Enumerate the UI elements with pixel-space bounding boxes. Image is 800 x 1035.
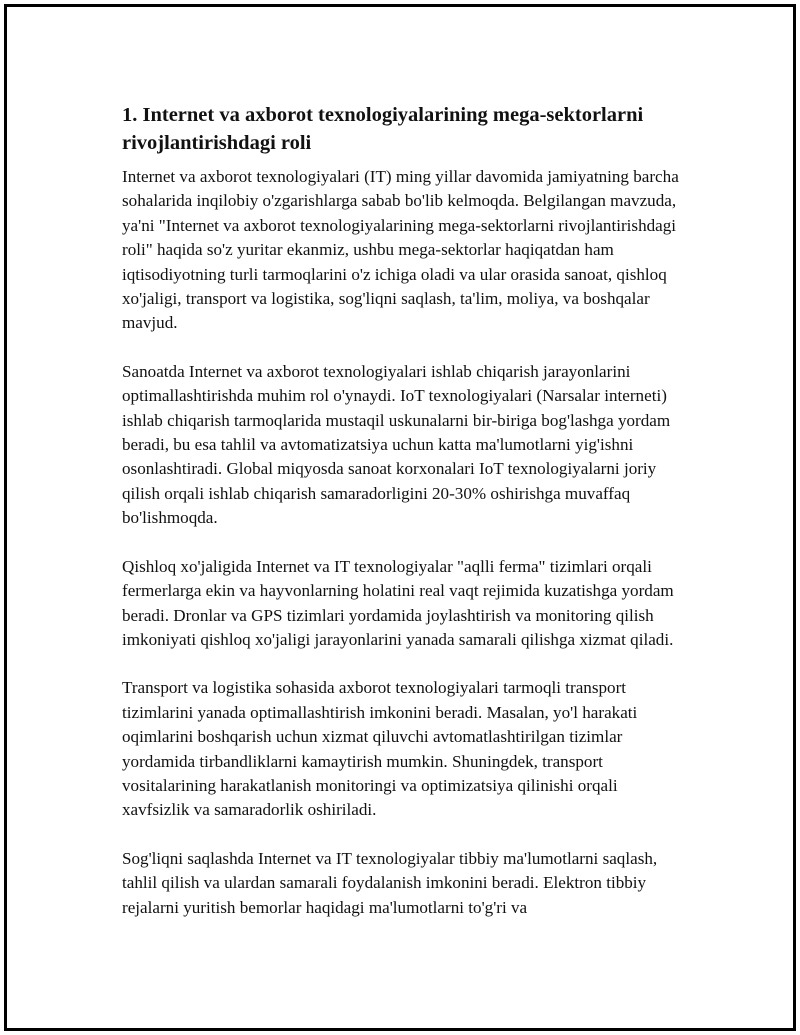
paragraph-transport: Transport va logistika sohasida axborot texnologiyalari tarmoqli transport tizimlarini yanada optimallashtirish imkonini beradi. Masalan, yo'l harakati oqimlarini boshqarish uchun xizmat qiluvchi avtomatlashtirilgan tizimlar yordamida tirbandliklarni kamaytirish mumkin. Shuningdek, transport vositalarining harakatlanish monitoringi va optimizatsiya qilinishi orqali xavfsizlik va samaradorlik oshiriladi. (122, 678, 638, 820)
document-body (122, 101, 682, 944)
paragraph-industry: Sanoatda Internet va axborot texnologiyalari ishlab chiqarish jarayonlarini optimallashtirishda muhim rol o'ynaydi. IoT texnologiyalari (Narsalar interneti) ishlab chiqarish tarmoqlarida mustaqil uskunalarni bir-biriga bog'lashga yordam beradi, bu esa tahlil va avtomatizatsiya uchun katta ma'lumotlarni yig'ishni osonlashtiradi. Global miqyosda sanoat korxonalari IoT texnologiyalarni joriy qilish orqali ishlab chiqarish samaradorligini 20-30% oshirishga muvaffaq bo'lishmoqda. (122, 361, 671, 528)
paragraph-healthcare: Sog'liqni saqlashda Internet va IT texnologiyalar tibbiy ma'lumotlarni saqlash, tahlil qilish va ulardan samarali foydalanish imkonini beradi. Elektron tibbiy rejalarni yuritish bemorlar haqidagi ma'lumotlarni to'g'ri va (122, 848, 658, 917)
paragraph-agriculture: Qishloq xo'jaligida Internet va IT texnologiyalar "aqlli ferma" tizimlari orqali fermerlarga ekin va hayvonlarning holatini real vaqt rejimida kuzatishga yordam beradi. Dronlar va GPS tizimlari yordamida joylashtirish va monitoring qilish imkoniyati qishloq xo'jaligi jarayonlarini yanada samarali qilishga xizmat qiladi. (122, 556, 674, 649)
paragraph-intro: Internet va axborot texnologiyalari (IT) ming yillar davomida jamiyatning barcha sohalarida inqilobiy o'zgarishlarga sabab bo'lib kelmoqda. Belgilangan mavzuda, ya'ni "Internet va axborot texnologiyalarining mega-sektorlarni rivojlantirishdagi roli" haqida so'z yuritar ekanmiz, ushbu mega-sektorlar haqiqatdan ham iqtisodiyotning turli tarmoqlarini o'z ichiga oladi va ular orasida sanoat, qishloq xo'jaligi, transport va logistika, sog'liqni saqlash, ta'lim, moliya, va boshqalar mavjud. (122, 167, 679, 333)
page-frame (4, 4, 796, 1031)
section-heading: 1. Internet va axborot texnologiyalarining mega-sektorlarni rivojlantirishdagi roli (122, 104, 644, 154)
